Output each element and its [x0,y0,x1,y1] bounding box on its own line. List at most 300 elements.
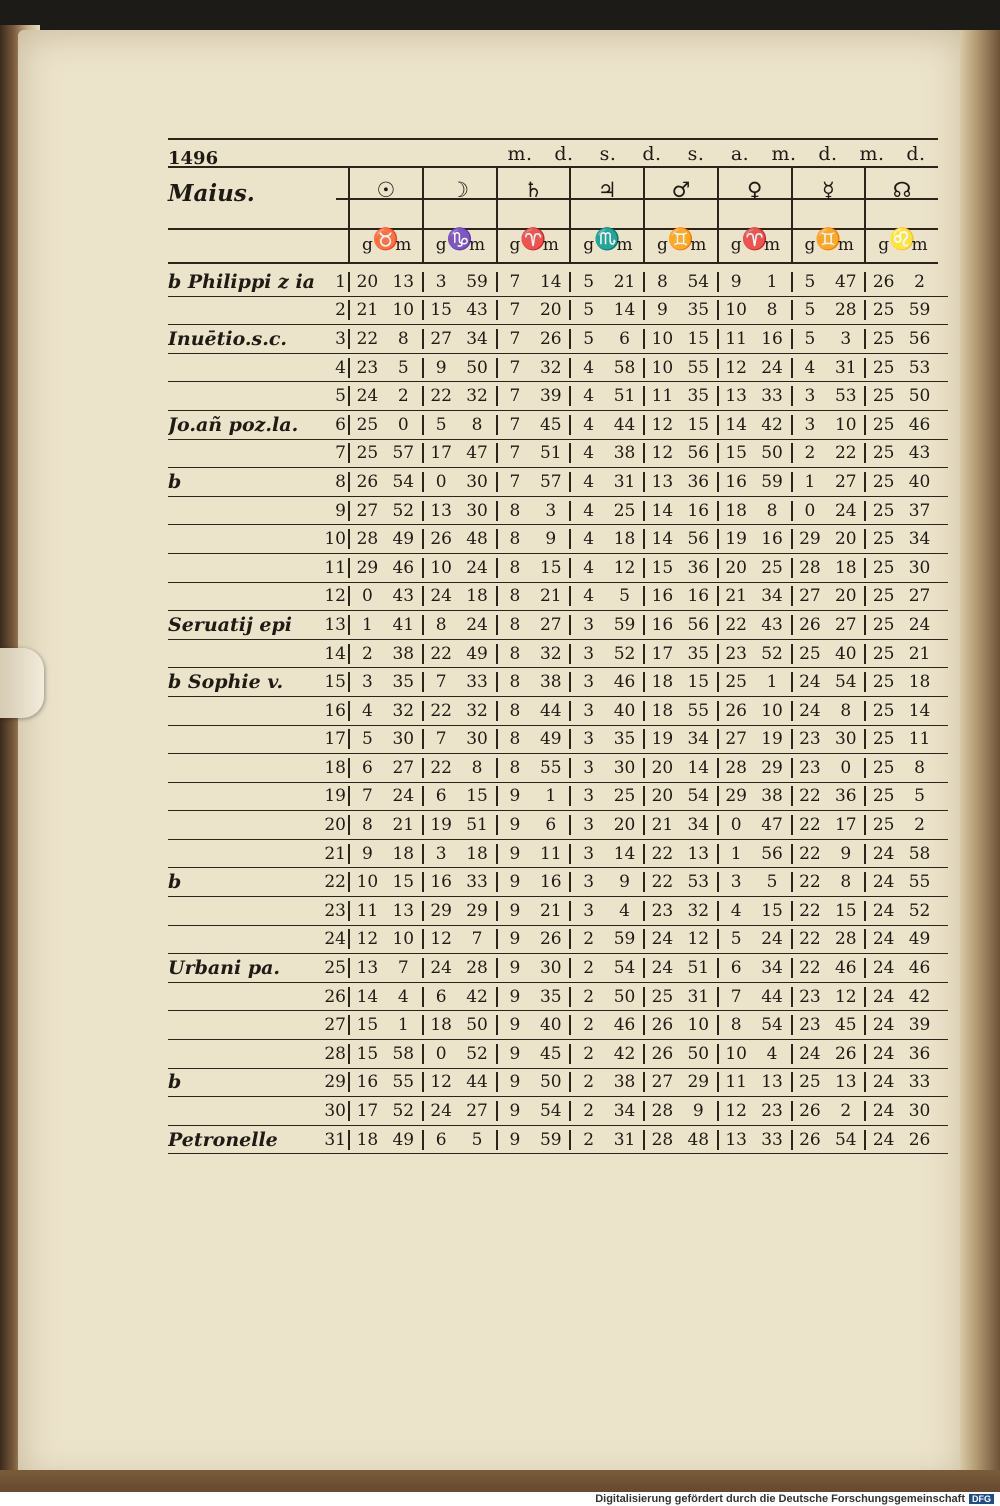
table-row [168,840,948,869]
table-cell: 52 [392,500,415,521]
table-cell: 3 [569,901,606,921]
minute-column-header: m [911,235,928,255]
table-cell: 25 [864,472,901,492]
table-cell: 40 [613,700,636,721]
table-cell: 24 [864,929,901,949]
table-cell: 0 [840,757,852,778]
table-cell: 26 [717,701,754,721]
table-cell: 13 [834,1072,857,1093]
table-cell: 14 [717,415,754,435]
minute-column-header: m [616,235,633,255]
table-cell: 16 [643,615,680,635]
day-number: 9 [335,500,346,521]
zodiac-sign-symbol: ♊ [791,215,865,265]
table-cell: 0 [397,414,409,435]
table-cell: 2 [791,443,828,463]
table-cell: 33 [466,872,488,893]
table-row [168,811,948,840]
table-cell: 54 [539,1101,562,1122]
table-cell: 3 [569,872,606,892]
table-cell: 33 [761,386,783,407]
table-cell: 5 [569,300,606,320]
table-cell: 54 [687,271,710,292]
planet-symbol: ♃ [569,166,643,215]
degree-column-header: g [496,228,533,262]
table-cell: 44 [539,700,562,721]
table-row [168,640,948,669]
table-cell: 22 [422,701,459,721]
feast-day-label: Inuētio.s.c. [168,327,288,350]
table-cell: 3 [422,844,459,864]
table-cell: 29 [761,757,783,778]
ephemeris-table [168,128,948,1151]
table-cell: 42 [613,1043,636,1064]
table-cell: 28 [643,1101,680,1121]
zodiac-sign-symbol: ♌ [864,215,938,265]
table-cell: 20 [643,786,680,806]
table-cell: 13 [392,900,415,921]
table-cell: 3 [348,672,385,692]
table-row [168,554,948,583]
table-cell: 22 [791,872,828,892]
table-cell: 31 [834,357,857,378]
table-cell: 39 [539,386,562,407]
table-cell: 8 [496,501,533,521]
planet-symbol: ☽ [422,166,496,215]
table-cell: 26 [791,615,828,635]
table-cell: 20 [613,815,636,836]
table-cell: 34 [613,1101,636,1122]
table-cell: 30 [908,1101,931,1122]
table-cell: 12 [613,557,636,578]
zodiac-sign-symbol: ♈ [496,215,570,265]
table-cell: 18 [466,586,488,607]
table-cell: 4 [569,443,606,463]
table-cell: 8 [471,414,483,435]
feast-day-label: b Sophie v. [168,671,284,694]
day-number: 1 [335,271,346,292]
table-cell: 8 [496,758,533,778]
table-cell: 4 [569,586,606,606]
table-cell: 19 [717,529,754,549]
unit-label: s. [687,143,705,165]
day-number: 13 [324,614,346,635]
table-cell: 29 [422,901,459,921]
minute-column-header: m [395,235,412,255]
table-cell: 20 [717,558,754,578]
planet-symbol: ☿ [791,166,865,215]
table-cell: 30 [466,500,488,521]
table-cell: 28 [348,529,385,549]
table-cell: 4 [619,900,630,921]
table-cell: 8 [766,300,778,321]
table-cell: 9 [496,1044,533,1064]
table-cell: 21 [539,586,562,607]
table-cell: 52 [392,1101,415,1122]
unit-label: d. [554,143,574,165]
table-cell: 33 [908,1072,931,1093]
table-cell: 7 [397,958,409,979]
table-cell: 13 [348,958,385,978]
table-cell: 39 [908,1015,931,1036]
table-row [168,354,948,383]
table-cell: 12 [717,1101,754,1121]
table-cell: 1 [717,844,754,864]
table-cell: 49 [908,929,931,950]
table-cell: 49 [392,529,415,550]
table-cell: 25 [791,644,828,664]
table-cell: 13 [761,1072,783,1093]
table-cell: 43 [761,614,783,635]
table-cell: 5 [766,872,778,893]
table-cell: 18 [348,1130,385,1150]
table-cell: 3 [569,729,606,749]
table-cell: 56 [687,529,710,550]
degree-column-header: g [643,228,680,262]
table-cell: 1 [348,615,385,635]
table-cell: 34 [761,958,783,979]
table-cell: 8 [914,757,925,778]
day-number: 18 [324,757,346,778]
table-cell: 29 [466,900,488,921]
table-cell: 56 [761,843,783,864]
table-cell: 0 [422,1044,459,1064]
zodiac-sign-symbol: ♊ [643,215,717,265]
table-cell: 16 [687,586,710,607]
table-cell: 46 [392,557,415,578]
table-cell: 10 [687,1015,710,1036]
table-cell: 15 [761,900,783,921]
table-cell: 9 [348,844,385,864]
table-cell: 35 [539,986,562,1007]
table-cell: 17 [348,1101,385,1121]
table-cell: 27 [539,614,562,635]
table-cell: 25 [864,815,901,835]
table-cell: 9 [496,929,533,949]
minute-column-header: m [764,235,781,255]
table-cell: 0 [348,586,385,606]
table-cell: 31 [687,986,710,1007]
table-cell: 7 [496,329,533,349]
table-cell: 25 [864,558,901,578]
table-cell: 22 [422,644,459,664]
table-cell: 10 [348,872,385,892]
table-cell: 25 [864,758,901,778]
table-cell: 4 [569,472,606,492]
table-cell: 4 [717,901,754,921]
table-cell: 26 [539,328,562,349]
table-cell: 31 [613,1129,636,1150]
table-cell: 52 [908,900,931,921]
table-cell: 25 [613,786,636,807]
table-cell: 7 [348,786,385,806]
table-row [168,468,948,497]
table-cell: 24 [643,958,680,978]
table-cell: 22 [791,901,828,921]
table-cell: 3 [717,872,754,892]
table-cell: 27 [908,586,931,607]
degree-minute-header [348,228,938,262]
day-number: 22 [324,872,346,893]
table-cell: 5 [569,329,606,349]
table-cell: 6 [619,328,630,349]
table-cell: 9 [496,1015,533,1035]
table-cell: 9 [496,844,533,864]
table-cell: 2 [569,1130,606,1150]
table-row [168,497,948,526]
table-cell: 22 [791,786,828,806]
table-row [168,926,948,955]
table-cell: 12 [687,929,710,950]
table-cell: 24 [864,958,901,978]
table-cell: 15 [348,1015,385,1035]
table-cell: 14 [539,271,562,292]
table-cell: 25 [643,987,680,1007]
table-cell: 18 [717,501,754,521]
table-cell: 24 [392,786,415,807]
table-row [168,297,948,326]
table-cell: 34 [761,586,783,607]
table-cell: 12 [643,443,680,463]
table-cell: 42 [908,986,931,1007]
table-cell: 44 [761,986,783,1007]
table-cell: 59 [908,300,931,321]
table-cell: 25 [761,557,783,578]
table-cell: 6 [422,786,459,806]
table-cell: 9 [496,815,533,835]
table-cell: 16 [687,500,710,521]
table-cell: 12 [717,358,754,378]
degree-column-header: g [717,228,754,262]
table-cell: 2 [348,644,385,664]
table-cell: 48 [466,529,488,550]
table-cell: 28 [466,958,488,979]
table-cell: 50 [466,357,488,378]
table-cell: 48 [687,1129,710,1150]
table-cell: 9 [496,872,533,892]
day-number: 23 [324,900,346,921]
table-cell: 26 [643,1015,680,1035]
table-row [168,954,948,983]
day-number: 30 [324,1101,346,1122]
day-number: 27 [324,1015,346,1036]
table-cell: 41 [392,614,415,635]
table-cell: 3 [569,815,606,835]
table-cell: 56 [687,443,710,464]
table-cell: 8 [496,644,533,664]
table-cell: 18 [643,701,680,721]
table-cell: 25 [864,701,901,721]
table-cell: 37 [908,500,931,521]
table-cell: 16 [717,472,754,492]
table-cell: 15 [392,872,415,893]
table-cell: 15 [422,300,459,320]
table-cell: 24 [864,1044,901,1064]
table-cell: 24 [466,614,488,635]
table-row [168,697,948,726]
table-cell: 55 [687,357,710,378]
table-cell: 24 [864,872,901,892]
table-cell: 43 [908,443,931,464]
table-cell: 24 [834,500,857,521]
table-cell: 3 [791,386,828,406]
table-cell: 26 [791,1101,828,1121]
table-cell: 12 [422,1072,459,1092]
table-cell: 8 [348,815,385,835]
table-row [168,268,948,297]
table-cell: 3 [840,328,852,349]
day-number: 15 [324,672,346,693]
table-cell: 24 [864,1015,901,1035]
table-cell: 3 [545,500,557,521]
table-cell: 23 [717,644,754,664]
table-cell: 15 [466,786,488,807]
table-cell: 21 [908,643,931,664]
degree-column-header: g [864,228,901,262]
table-cell: 24 [908,614,931,635]
table-cell: 59 [613,614,636,635]
table-cell: 2 [569,1015,606,1035]
table-cell: 18 [466,843,488,864]
table-cell: 10 [643,358,680,378]
planet-symbol: ♂ [643,166,717,215]
table-cell: 10 [717,1044,754,1064]
table-cell: 15 [643,558,680,578]
table-cell: 36 [687,471,710,492]
table-cell: 0 [422,472,459,492]
page-clip [0,648,44,718]
table-cell: 29 [717,786,754,806]
table-cell: 1 [766,672,778,693]
table-cell: 23 [348,358,385,378]
table-cell: 8 [496,672,533,692]
table-cell: 9 [643,300,680,320]
table-cell: 11 [717,329,754,349]
table-cell: 24 [348,386,385,406]
day-number: 7 [335,443,346,464]
table-row [168,611,948,640]
table-cell: 9 [496,987,533,1007]
table-cell: 4 [569,529,606,549]
table-cell: 40 [908,471,931,492]
table-cell: 0 [791,501,828,521]
table-cell: 26 [422,529,459,549]
table-cell: 27 [422,329,459,349]
table-cell: 7 [422,729,459,749]
table-cell: 26 [908,1129,931,1150]
table-cell: 3 [569,615,606,635]
table-cell: 31 [613,471,636,492]
zodiac-sign-symbol: ♏ [569,215,643,265]
day-number: 2 [335,300,346,321]
day-number: 21 [324,843,346,864]
table-cell: 22 [422,386,459,406]
table-cell: 50 [687,1043,710,1064]
table-cell: 24 [791,701,828,721]
table-cell: 33 [761,1129,783,1150]
table-cell: 36 [687,557,710,578]
table-cell: 58 [613,357,636,378]
table-cell: 1 [545,786,557,807]
table-cell: 22 [422,758,459,778]
table-cell: 19 [643,729,680,749]
table-cell: 51 [466,815,488,836]
table-cell: 21 [348,300,385,320]
table-cell: 59 [613,929,636,950]
table-cell: 17 [643,644,680,664]
table-cell: 6 [422,1130,459,1150]
table-cell: 46 [908,414,931,435]
table-cell: 2 [569,1044,606,1064]
table-cell: 22 [348,329,385,349]
feast-day-label: Jo.añ poz.la. [168,413,299,436]
table-cell: 4 [569,358,606,378]
minute-column-header: m [837,235,854,255]
table-cell: 5 [422,415,459,435]
table-cell: 55 [687,700,710,721]
unit-label: m. [771,143,797,165]
month-label: Maius. [168,180,255,207]
table-cell: 15 [687,672,710,693]
table-cell: 27 [392,757,415,778]
table-cell: 22 [643,844,680,864]
table-cell: 54 [613,958,636,979]
day-number: 26 [324,986,346,1007]
table-cell: 25 [864,300,901,320]
table-cell: 35 [613,729,636,750]
table-cell: 18 [613,529,636,550]
table-cell: 30 [539,958,562,979]
table-cell: 9 [496,901,533,921]
table-cell: 12 [834,986,857,1007]
unit-label: m. [507,143,533,165]
table-cell: 26 [348,472,385,492]
table-cell: 24 [761,357,783,378]
day-number: 10 [324,529,346,550]
table-cell: 5 [914,786,925,807]
table-cell: 38 [761,786,783,807]
table-cell: 23 [791,1015,828,1035]
table-cell: 45 [539,1043,562,1064]
day-number: 20 [324,815,346,836]
table-cell: 25 [864,672,901,692]
table-cell: 18 [422,1015,459,1035]
table-cell: 11 [539,843,562,864]
table-cell: 8 [496,586,533,606]
table-cell: 24 [422,586,459,606]
minute-column-header: m [690,235,707,255]
table-cell: 18 [643,672,680,692]
table-cell: 22 [717,615,754,635]
table-cell: 7 [496,358,533,378]
table-row [168,1097,948,1126]
table-cell: 5 [791,300,828,320]
zodiac-sign-symbol: ♉ [348,215,422,265]
table-cell: 25 [864,329,901,349]
zodiac-sign-symbol: ♑ [422,215,496,265]
table-cell: 8 [840,872,852,893]
table-cell: 3 [569,672,606,692]
table-cell: 9 [717,272,754,292]
table-cell: 25 [348,415,385,435]
table-cell: 29 [348,558,385,578]
day-number: 28 [324,1043,346,1064]
table-cell: 4 [569,501,606,521]
table-row [168,1040,948,1069]
table-cell: 14 [613,300,636,321]
table-cell: 19 [761,729,783,750]
day-number: 8 [335,471,346,492]
